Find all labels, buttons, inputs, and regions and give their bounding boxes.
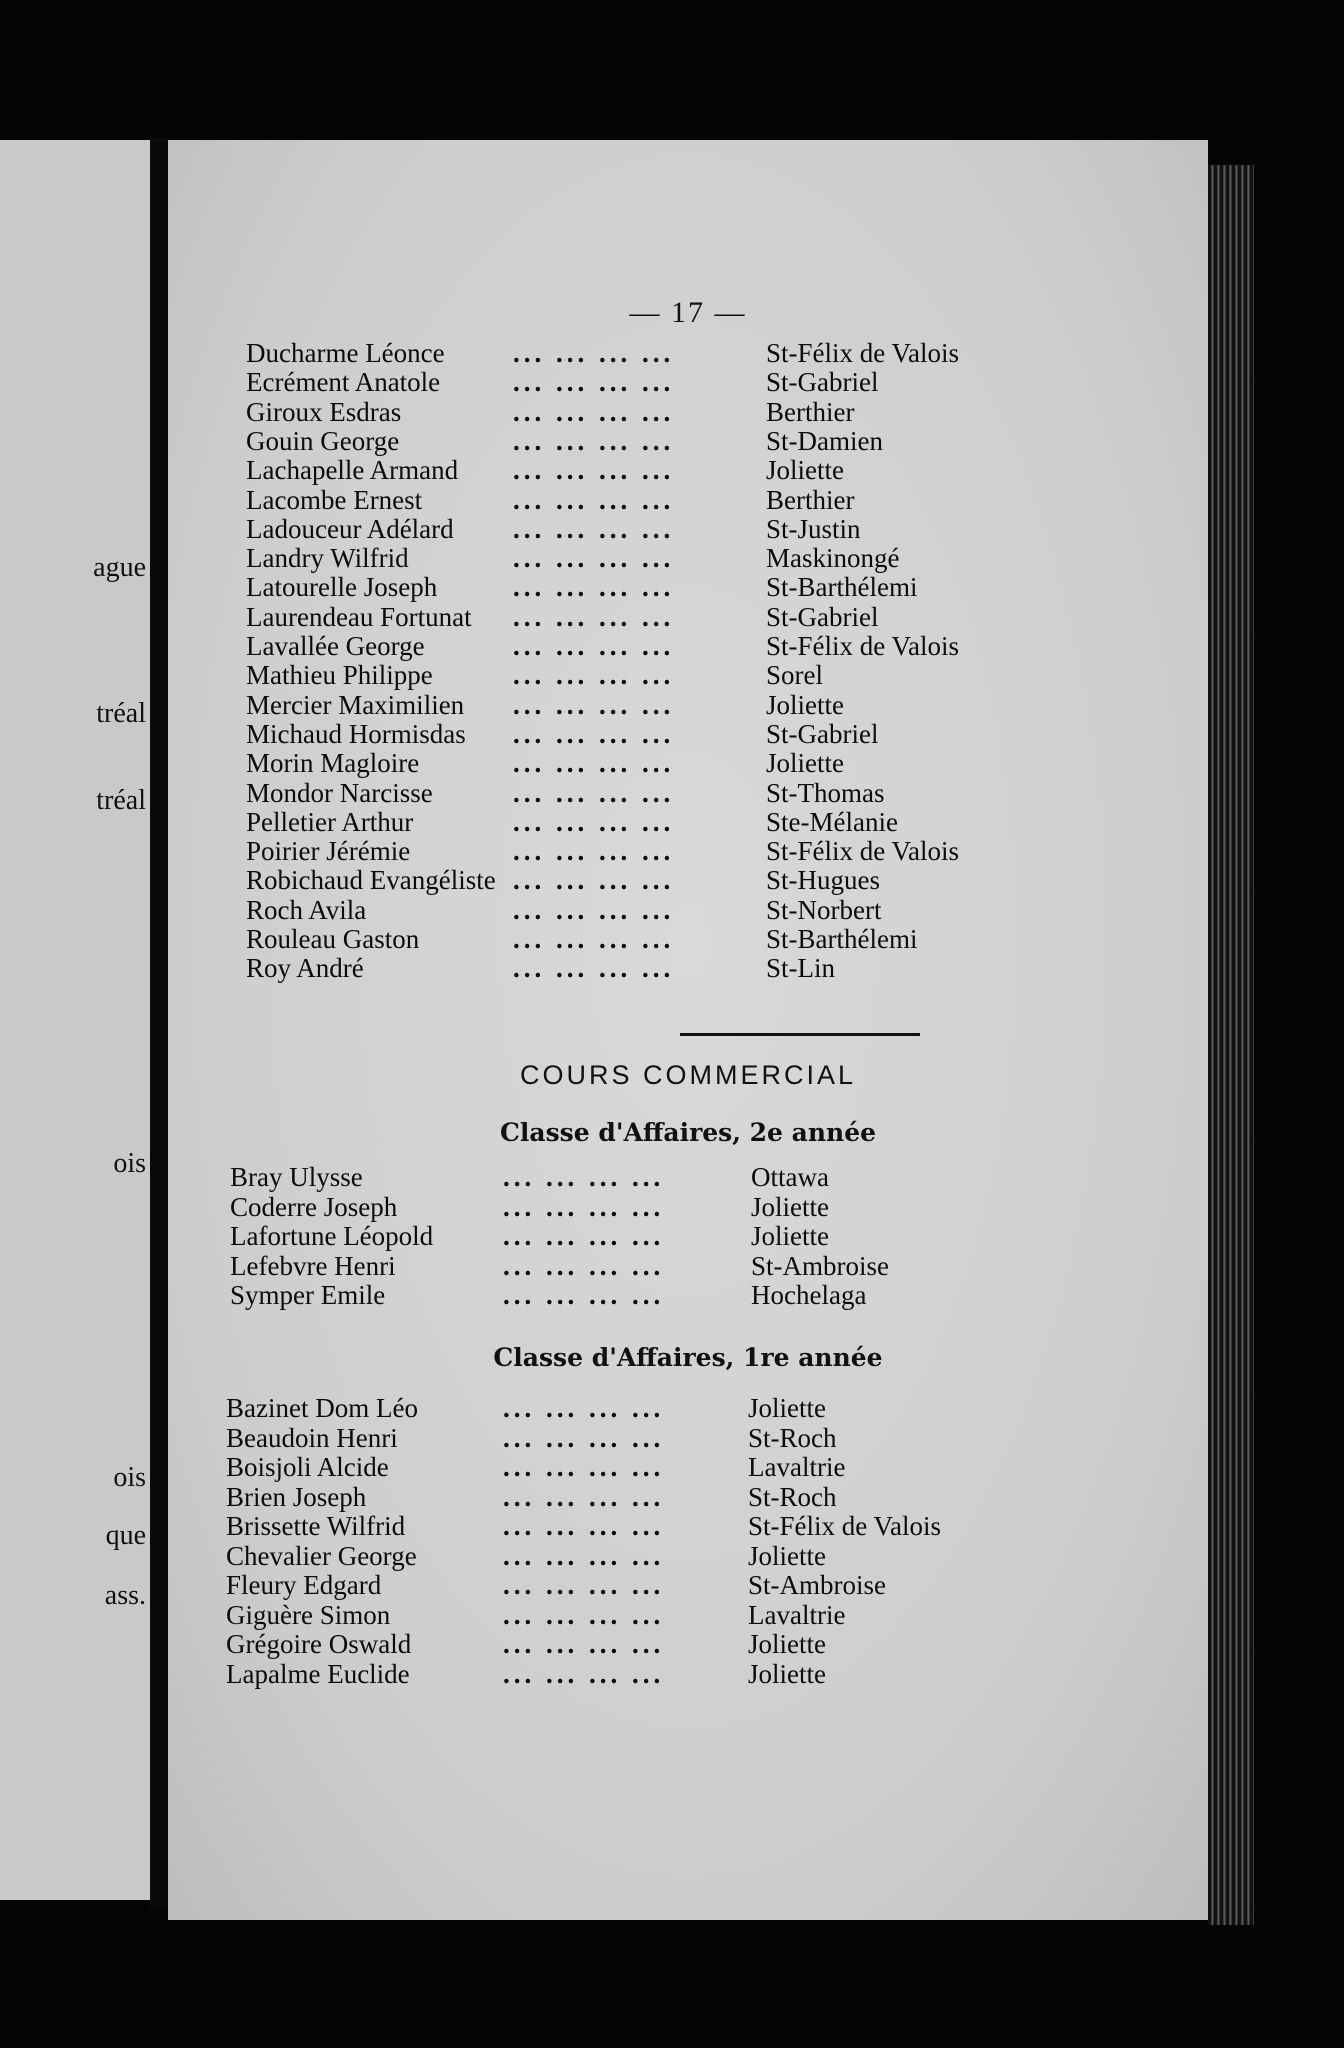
- left-fragment: ois: [113, 1148, 146, 1179]
- list-item: [168, 602, 1208, 632]
- student-place: St-Félix de Valois: [748, 1511, 942, 1541]
- leader-dots: ... ... ... ...: [503, 1629, 665, 1659]
- list-item: [168, 338, 1208, 368]
- student-place: Joliette: [766, 455, 844, 486]
- student-name: Roy André: [246, 953, 364, 984]
- student-place: St-Norbert: [766, 894, 882, 925]
- leader-dots: ... ... ... ...: [503, 1162, 665, 1192]
- student-place: Joliette: [748, 1540, 826, 1571]
- leader-dots: ... ... ... ...: [513, 924, 675, 954]
- book-gutter: [150, 138, 168, 1908]
- student-name: Rouleau Gaston: [246, 924, 420, 954]
- leader-dots: ... ... ... ...: [503, 1511, 665, 1541]
- student-place: Joliette: [748, 1629, 826, 1659]
- student-place: Berthier: [766, 396, 855, 427]
- list-item: [168, 543, 1208, 573]
- list-item: [168, 631, 1208, 661]
- list-item: [168, 1423, 1208, 1453]
- student-name: Mercier Maximilien: [246, 689, 465, 720]
- leader-dots: ... ... ... ...: [513, 660, 675, 691]
- student-name: Bazinet Dom Léo: [226, 1393, 418, 1423]
- student-place: St-Ambroise: [751, 1250, 889, 1281]
- leader-dots: ... ... ... ...: [503, 1599, 665, 1630]
- student-place: Joliette: [766, 748, 844, 779]
- student-name: Lefebvre Henri: [230, 1250, 396, 1281]
- left-fragment: que: [105, 1520, 146, 1551]
- leader-dots: ... ... ... ...: [513, 953, 675, 984]
- student-name: Lavallée George: [246, 631, 425, 661]
- student-name: Fleury Edgard: [226, 1570, 382, 1600]
- list-item: [168, 1280, 1208, 1310]
- student-name: Ecrément Anatole: [246, 367, 441, 398]
- leader-dots: ... ... ... ...: [503, 1422, 665, 1453]
- section-divider: [680, 1033, 920, 1036]
- student-place: Ste-Mélanie: [766, 806, 898, 837]
- list-item: [168, 1629, 1208, 1659]
- leader-dots: ... ... ... ...: [513, 601, 675, 632]
- list-item: [168, 953, 1208, 983]
- list-item: [168, 455, 1208, 485]
- leader-dots: ... ... ... ...: [513, 689, 675, 720]
- student-name: Giguère Simon: [226, 1599, 391, 1630]
- previous-page-fragment: [0, 140, 150, 1900]
- leader-dots: ... ... ... ...: [513, 748, 675, 779]
- list-item: [168, 397, 1208, 427]
- list-item: [168, 1511, 1208, 1541]
- list-item: [168, 836, 1208, 866]
- list-item: [168, 426, 1208, 456]
- leader-dots: ... ... ... ...: [513, 718, 675, 749]
- student-name: Lachapelle Armand: [246, 455, 459, 486]
- left-fragment: tréal: [96, 698, 146, 729]
- leader-dots: ... ... ... ...: [503, 1250, 665, 1281]
- student-place: Joliette: [766, 689, 844, 720]
- student-place: Joliette: [751, 1221, 829, 1251]
- list-item: [168, 1482, 1208, 1512]
- list-item: [168, 807, 1208, 837]
- student-name: Beaudoin Henri: [226, 1422, 398, 1453]
- list-item: [168, 1600, 1208, 1630]
- leader-dots: ... ... ... ...: [513, 894, 675, 925]
- list-item: [168, 924, 1208, 954]
- student-name: Coderre Joseph: [230, 1191, 398, 1222]
- student-place: St-Justin: [766, 513, 861, 544]
- leader-dots: ... ... ... ...: [513, 631, 675, 661]
- student-place: St-Félix de Valois: [766, 338, 960, 368]
- student-name: Bray Ulysse: [230, 1162, 363, 1192]
- list-item: [168, 572, 1208, 602]
- leader-dots: ... ... ... ...: [503, 1570, 665, 1600]
- student-place: Hochelaga: [751, 1280, 867, 1310]
- list-item: [168, 778, 1208, 808]
- list-item: [168, 485, 1208, 515]
- leader-dots: ... ... ... ...: [503, 1393, 665, 1423]
- student-name: Morin Magloire: [246, 748, 420, 779]
- student-name: Pelletier Arthur: [246, 806, 414, 837]
- student-name: Brissette Wilfrid: [226, 1511, 406, 1541]
- student-name: Gouin George: [246, 425, 400, 456]
- leader-dots: ... ... ... ...: [513, 836, 675, 867]
- student-name: Lacombe Ernest: [246, 484, 423, 515]
- student-place: Lavaltrie: [748, 1599, 846, 1630]
- student-place: St-Roch: [748, 1481, 837, 1512]
- student-name: Laurendeau Fortunat: [246, 601, 472, 632]
- student-name: Symper Emile: [230, 1280, 386, 1310]
- list-item: [168, 1162, 1208, 1192]
- student-place: Lavaltrie: [748, 1452, 846, 1482]
- list-item: [168, 1251, 1208, 1281]
- list-item: [168, 1659, 1208, 1689]
- student-place: Joliette: [748, 1393, 826, 1423]
- student-place: Joliette: [748, 1658, 826, 1689]
- leader-dots: ... ... ... ...: [513, 513, 675, 544]
- student-name: Ladouceur Adélard: [246, 513, 454, 544]
- leader-dots: ... ... ... ...: [513, 543, 675, 574]
- leader-dots: ... ... ... ...: [513, 777, 675, 808]
- student-name: Grégoire Oswald: [226, 1629, 412, 1659]
- student-place: Berthier: [766, 484, 855, 515]
- student-place: Maskinongé: [766, 543, 900, 574]
- student-place: Joliette: [751, 1191, 829, 1222]
- leader-dots: ... ... ... ...: [503, 1658, 665, 1689]
- list-item: [168, 367, 1208, 397]
- page-edges: [1208, 165, 1254, 1925]
- student-place: St-Damien: [766, 425, 883, 456]
- student-name: Michaud Hormisdas: [246, 718, 466, 749]
- student-name: Roch Avila: [246, 894, 367, 925]
- student-name: Giroux Esdras: [246, 396, 402, 427]
- left-fragment: ass.: [104, 1580, 146, 1611]
- student-name: Landry Wilfrid: [246, 543, 409, 574]
- section-title: COURS COMMERCIAL: [519, 1060, 857, 1090]
- student-name: Robichaud Evangéliste: [246, 865, 496, 896]
- leader-dots: ... ... ... ...: [513, 367, 675, 398]
- leader-dots: ... ... ... ...: [513, 455, 675, 486]
- student-place: St-Hugues: [766, 865, 880, 896]
- student-name: Mondor Narcisse: [246, 777, 433, 808]
- student-place: St-Gabriel: [766, 718, 879, 749]
- leader-dots: ... ... ... ...: [513, 338, 675, 368]
- left-fragment: ois: [113, 1462, 146, 1493]
- student-place: St-Lin: [766, 953, 836, 984]
- leader-dots: ... ... ... ...: [513, 572, 675, 603]
- left-fragment: tréal: [96, 785, 146, 816]
- student-name: Chevalier George: [226, 1540, 417, 1571]
- student-place: St-Gabriel: [766, 601, 879, 632]
- student-place: Ottawa: [751, 1162, 829, 1192]
- student-place: St-Félix de Valois: [766, 836, 960, 867]
- student-place: St-Ambroise: [748, 1570, 886, 1600]
- student-name: Poirier Jérémie: [246, 836, 411, 867]
- leader-dots: ... ... ... ...: [503, 1452, 665, 1482]
- student-place: St-Barthélemi: [766, 924, 918, 954]
- student-place: St-Barthélemi: [766, 572, 918, 603]
- page-number: — 17 —: [629, 296, 747, 329]
- leader-dots: ... ... ... ...: [503, 1191, 665, 1222]
- leader-dots: ... ... ... ...: [503, 1540, 665, 1571]
- list-item: [168, 895, 1208, 925]
- class2-title: Classe d'Affaires, 2e année: [499, 1118, 877, 1147]
- student-name: Mathieu Philippe: [246, 660, 433, 691]
- leader-dots: ... ... ... ...: [513, 806, 675, 837]
- list-item: [168, 660, 1208, 690]
- student-place: St-Roch: [748, 1422, 837, 1453]
- student-place: St-Thomas: [766, 777, 885, 808]
- student-name: Boisjoli Alcide: [226, 1452, 389, 1482]
- student-name: Latourelle Joseph: [246, 572, 438, 603]
- leader-dots: ... ... ... ...: [503, 1280, 665, 1310]
- student-name: Lapalme Euclide: [226, 1658, 410, 1689]
- list-item: [168, 1570, 1208, 1600]
- leader-dots: ... ... ... ...: [513, 484, 675, 515]
- leader-dots: ... ... ... ...: [513, 396, 675, 427]
- student-place: Sorel: [766, 660, 823, 691]
- student-name: Lafortune Léopold: [230, 1221, 434, 1251]
- list-item: [168, 865, 1208, 895]
- student-place: St-Félix de Valois: [766, 631, 960, 661]
- leader-dots: ... ... ... ...: [503, 1481, 665, 1512]
- class1-title: Classe d'Affaires, 1re année: [493, 1343, 883, 1372]
- list-item: [168, 1221, 1208, 1251]
- list-item: [168, 1192, 1208, 1222]
- list-item: [168, 1452, 1208, 1482]
- list-item: [168, 514, 1208, 544]
- student-name: Ducharme Léonce: [246, 338, 445, 368]
- list-item: [168, 1541, 1208, 1571]
- leader-dots: ... ... ... ...: [503, 1221, 665, 1251]
- list-item: [168, 690, 1208, 720]
- list-item: [168, 719, 1208, 749]
- left-fragment: ague: [93, 552, 146, 583]
- list-item: [168, 1393, 1208, 1423]
- leader-dots: ... ... ... ...: [513, 425, 675, 456]
- student-name: Brien Joseph: [226, 1481, 367, 1512]
- student-place: St-Gabriel: [766, 367, 879, 398]
- page: [168, 140, 1208, 1920]
- leader-dots: ... ... ... ...: [513, 865, 675, 896]
- list-item: [168, 748, 1208, 778]
